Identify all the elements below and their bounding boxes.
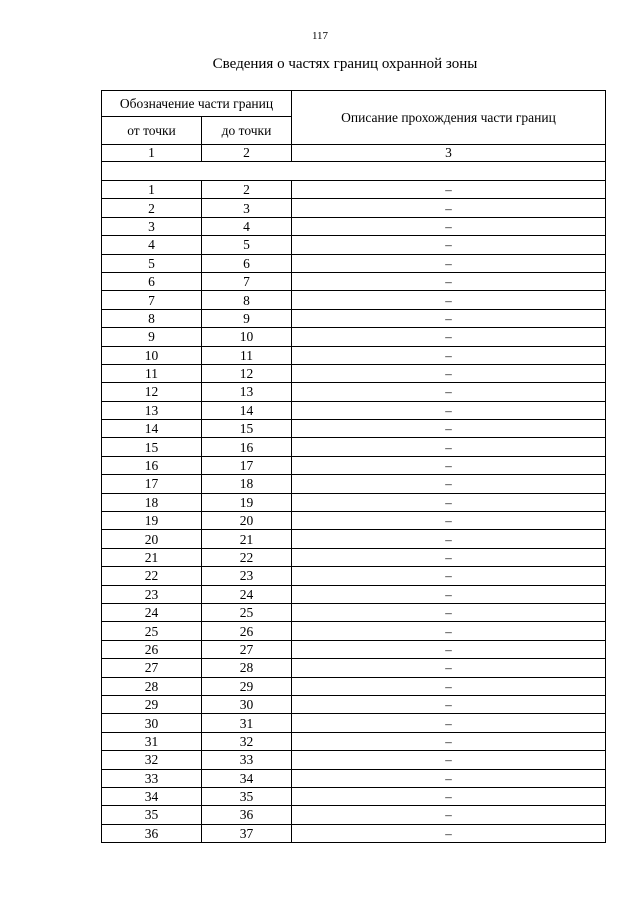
- description-cell: –: [292, 346, 606, 364]
- to-point-cell: 8: [202, 291, 292, 309]
- table-row: [102, 512, 606, 530]
- to-point-cell: 28: [202, 659, 292, 677]
- description-cell: –: [292, 401, 606, 419]
- to-point-cell: 31: [202, 714, 292, 732]
- to-point-cell: 19: [202, 493, 292, 511]
- to-point-cell: 36: [202, 806, 292, 824]
- from-point-cell: 34: [102, 787, 202, 805]
- from-point-cell: 31: [102, 732, 202, 750]
- from-point-cell: 30: [102, 714, 202, 732]
- to-point-cell: 17: [202, 456, 292, 474]
- description-cell: –: [292, 199, 606, 217]
- table-row: [102, 456, 606, 474]
- description-cell: –: [292, 732, 606, 750]
- table-row: [102, 567, 606, 585]
- description-cell: –: [292, 603, 606, 621]
- to-point-cell: 20: [202, 512, 292, 530]
- from-point-cell: 14: [102, 420, 202, 438]
- table-row: [102, 420, 606, 438]
- from-point-cell: 20: [102, 530, 202, 548]
- from-point-cell: 21: [102, 548, 202, 566]
- description-cell: –: [292, 383, 606, 401]
- description-cell: –: [292, 309, 606, 327]
- description-cell: –: [292, 181, 606, 199]
- from-point-cell: 5: [102, 254, 202, 272]
- table-row: [102, 291, 606, 309]
- description-cell: –: [292, 328, 606, 346]
- table-row: [102, 272, 606, 290]
- description-cell: –: [292, 769, 606, 787]
- to-point-cell: 34: [202, 769, 292, 787]
- table-row: [102, 309, 606, 327]
- description-cell: –: [292, 438, 606, 456]
- description-cell: –: [292, 787, 606, 805]
- to-point-cell: 9: [202, 309, 292, 327]
- from-point-cell: 22: [102, 567, 202, 585]
- page-number: 117: [311, 30, 329, 42]
- description-cell: –: [292, 236, 606, 254]
- from-point-cell: 24: [102, 603, 202, 621]
- table-row: [102, 603, 606, 621]
- table-row: [102, 806, 606, 824]
- to-point-cell: 7: [202, 272, 292, 290]
- table-row: [102, 328, 606, 346]
- from-point-cell: 6: [102, 272, 202, 290]
- column-number-1: 1: [102, 145, 202, 162]
- from-point-cell: 16: [102, 456, 202, 474]
- from-point-cell: 25: [102, 622, 202, 640]
- to-point-cell: 15: [202, 420, 292, 438]
- to-point-cell: 18: [202, 475, 292, 493]
- table-row: [102, 217, 606, 235]
- table-row: [102, 236, 606, 254]
- from-point-cell: 11: [102, 364, 202, 382]
- description-cell: –: [292, 806, 606, 824]
- to-point-cell: 24: [202, 585, 292, 603]
- table-row: [102, 677, 606, 695]
- description-cell: –: [292, 567, 606, 585]
- description-cell: –: [292, 291, 606, 309]
- from-point-cell: 33: [102, 769, 202, 787]
- description-cell: –: [292, 420, 606, 438]
- from-point-cell: 26: [102, 640, 202, 658]
- to-point-cell: 6: [202, 254, 292, 272]
- to-point-cell: 13: [202, 383, 292, 401]
- description-cell: –: [292, 456, 606, 474]
- table-row: [102, 548, 606, 566]
- from-point-cell: 4: [102, 236, 202, 254]
- description-cell: –: [292, 714, 606, 732]
- to-point-cell: 11: [202, 346, 292, 364]
- section-spacer-row: [102, 162, 606, 181]
- to-point-cell: 26: [202, 622, 292, 640]
- to-point-cell: 27: [202, 640, 292, 658]
- table-row: [102, 181, 606, 199]
- table-row: [102, 401, 606, 419]
- to-point-cell: 16: [202, 438, 292, 456]
- to-point-cell: 22: [202, 548, 292, 566]
- to-point-cell: 32: [202, 732, 292, 750]
- table-row: [102, 769, 606, 787]
- column-number-row: [102, 145, 606, 162]
- description-cell: –: [292, 695, 606, 713]
- from-point-cell: 18: [102, 493, 202, 511]
- table-row: [102, 530, 606, 548]
- description-cell: –: [292, 493, 606, 511]
- from-point-cell: 12: [102, 383, 202, 401]
- from-point-cell: 10: [102, 346, 202, 364]
- description-cell: –: [292, 364, 606, 382]
- to-point-cell: 5: [202, 236, 292, 254]
- from-point-cell: 3: [102, 217, 202, 235]
- description-cell: –: [292, 254, 606, 272]
- description-cell: –: [292, 475, 606, 493]
- from-point-cell: 7: [102, 291, 202, 309]
- description-cell: –: [292, 217, 606, 235]
- table-row: [102, 751, 606, 769]
- table-row: [102, 732, 606, 750]
- to-point-cell: 14: [202, 401, 292, 419]
- column-number-3: 3: [292, 145, 606, 162]
- from-point-cell: 17: [102, 475, 202, 493]
- table-row: [102, 199, 606, 217]
- table-row: [102, 622, 606, 640]
- from-point-cell: 32: [102, 751, 202, 769]
- to-point-cell: 4: [202, 217, 292, 235]
- to-point-cell: 10: [202, 328, 292, 346]
- table-row: [102, 695, 606, 713]
- header-to-point: до точки: [202, 117, 292, 145]
- table-row: [102, 640, 606, 658]
- from-point-cell: 13: [102, 401, 202, 419]
- to-point-cell: 25: [202, 603, 292, 621]
- description-cell: –: [292, 677, 606, 695]
- table-row: [102, 475, 606, 493]
- to-point-cell: 2: [202, 181, 292, 199]
- table-row: [102, 493, 606, 511]
- table-row: [102, 438, 606, 456]
- table-row: [102, 585, 606, 603]
- description-cell: –: [292, 512, 606, 530]
- table-row: [102, 254, 606, 272]
- to-point-cell: 21: [202, 530, 292, 548]
- header-from-point: от точки: [102, 117, 202, 145]
- from-point-cell: 1: [102, 181, 202, 199]
- description-cell: –: [292, 659, 606, 677]
- description-cell: –: [292, 824, 606, 842]
- description-cell: –: [292, 272, 606, 290]
- from-point-cell: 2: [102, 199, 202, 217]
- section-spacer-cell: [102, 162, 606, 181]
- table-row: [102, 714, 606, 732]
- description-cell: –: [292, 585, 606, 603]
- from-point-cell: 15: [102, 438, 202, 456]
- to-point-cell: 12: [202, 364, 292, 382]
- from-point-cell: 19: [102, 512, 202, 530]
- description-cell: –: [292, 751, 606, 769]
- header-row-group: [102, 91, 606, 117]
- to-point-cell: 33: [202, 751, 292, 769]
- from-point-cell: 9: [102, 328, 202, 346]
- from-point-cell: 36: [102, 824, 202, 842]
- to-point-cell: 37: [202, 824, 292, 842]
- table-body: [102, 91, 606, 843]
- to-point-cell: 35: [202, 787, 292, 805]
- table-row: [102, 659, 606, 677]
- table-row: [102, 383, 606, 401]
- boundary-parts-table: [101, 90, 606, 843]
- to-point-cell: 29: [202, 677, 292, 695]
- description-cell: –: [292, 530, 606, 548]
- from-point-cell: 35: [102, 806, 202, 824]
- table-row: [102, 787, 606, 805]
- to-point-cell: 23: [202, 567, 292, 585]
- column-number-2: 2: [202, 145, 292, 162]
- to-point-cell: 3: [202, 199, 292, 217]
- to-point-cell: 30: [202, 695, 292, 713]
- description-cell: –: [292, 622, 606, 640]
- from-point-cell: 8: [102, 309, 202, 327]
- document-title: Сведения о частях границ охранной зоны: [212, 56, 478, 72]
- from-point-cell: 29: [102, 695, 202, 713]
- header-boundary-designation: Обозначение части границ: [102, 91, 292, 117]
- header-description: Описание прохождения части границ: [292, 91, 606, 145]
- table-row: [102, 346, 606, 364]
- from-point-cell: 23: [102, 585, 202, 603]
- table-row: [102, 824, 606, 842]
- from-point-cell: 27: [102, 659, 202, 677]
- table-row: [102, 364, 606, 382]
- description-cell: –: [292, 640, 606, 658]
- from-point-cell: 28: [102, 677, 202, 695]
- description-cell: –: [292, 548, 606, 566]
